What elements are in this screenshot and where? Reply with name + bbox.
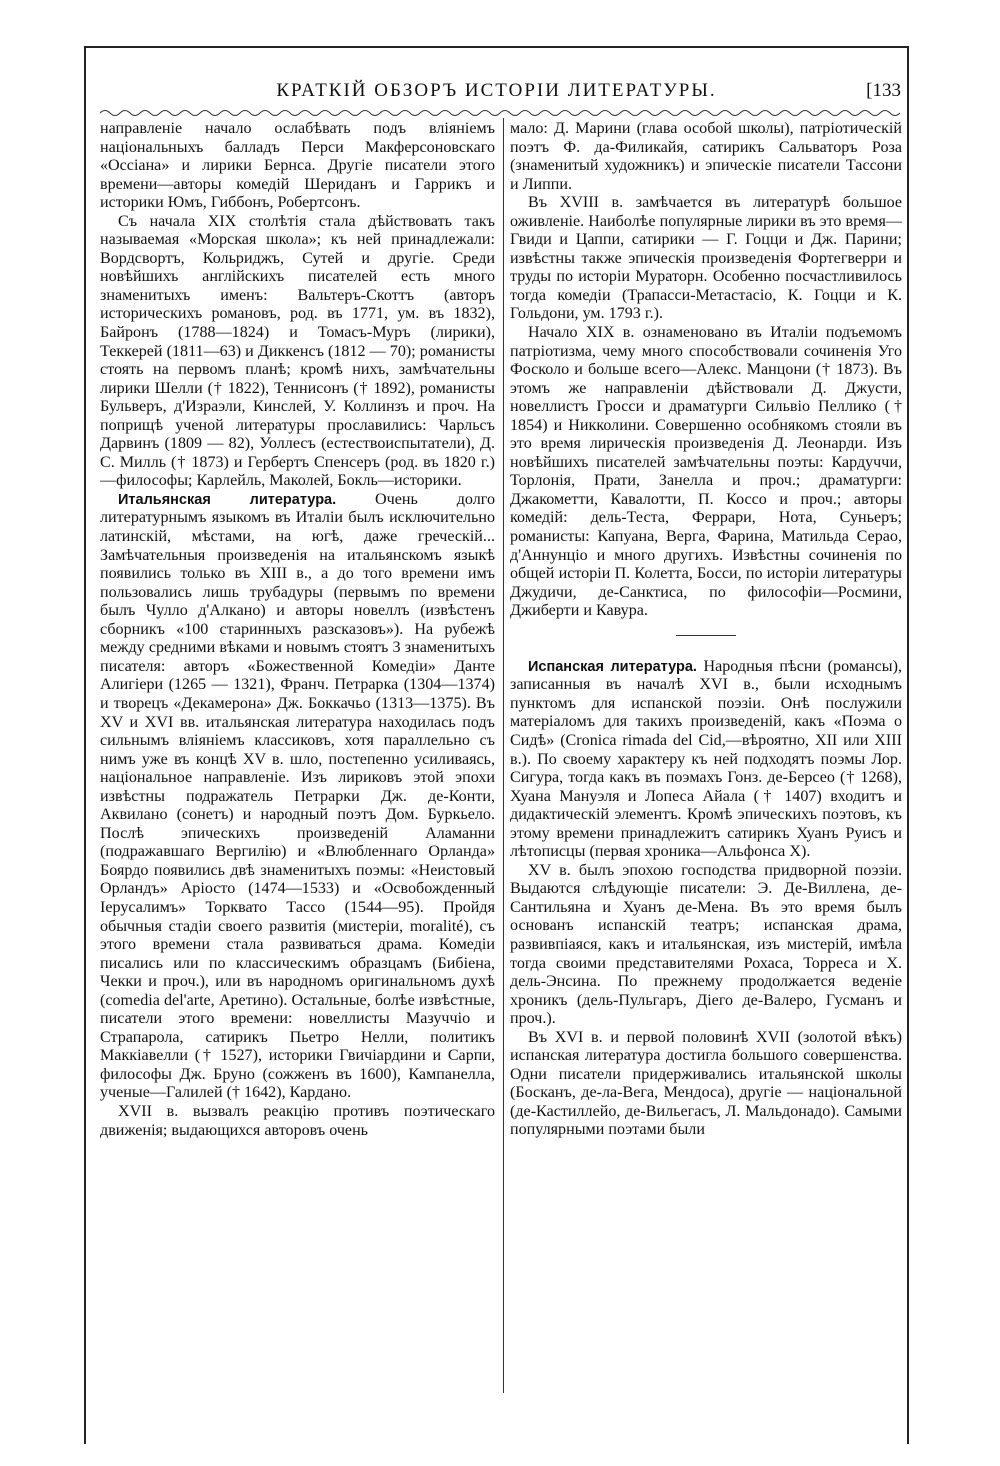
- header-wavy-rule: [100, 108, 900, 118]
- spanish-section: [510, 658, 902, 862]
- left-column: [100, 120, 495, 1140]
- paragraph: Очень долго литературнымъ языкомъ въ Италіи былъ исключительно латинскій, мѣстами, на югѣ, даже греческій... Замѣчательныя произведенія на итальянскомъ языкѣ появились только въ XIII в., а до того времени имъ пользовались лишь трубадуры (первымъ по времени былъ Чулло д'Алкано) и авторы новеллъ (извѣстенъ сборникъ «100 старинныхъ разсказовъ»). На рубежѣ между средними вѣками и новымъ стоятъ 3 знаменитыхъ писателя: авторъ «Божественной Комедіи» Данте Алигіери (1265 — 1321), Франч. Петрарка (1304—1374) и творецъ «Декамерона» Дж. Боккачьо (1313—1375). Въ XV и XVI вв. итальянская литература находилась подъ сильнымъ вліяніемъ классиковъ, хотя параллельно съ нимъ уже въ концѣ XV в. шло, постепенно усиливаясь, національное направленіе. Изъ лириковъ этой эпохи извѣстны подражатель Петрарки Дж. де-Конти, Аквилано (сонетъ) и народный поэтъ Дом. Буркьело. Послѣ эпическихъ произведеній Аламанни (подражавшаго Вергилію) и «Влюбленнаго Орланда» Боярдо появились двѣ знаменитыхъ поэмы: «Неистовый Орландъ» Аріосто (1474—1533) и «Освобожденный Іерусалимъ» Торквато Тассо (1544—95). Пройдя обычныя стадіи своего развитія (мистеріи, moralité), съ этого времени стала развиваться драма. Комедіи писались или по классическимъ образцамъ (Бибіена, Чекки и проч.), или въ народномъ оригинальномъ духѣ (comedia del'arte, Аретино). Остальные, болѣе извѣстные, писатели этого времени: новеллисты Мазуччіо и Страпарола, сатирикъ Пьетро Нелли, политикъ Маккіавелли († 1527), историки Гвичіардини и Сарпи, философы Дж. Бруно (сожженъ въ 1600), Кампанелла, ученые—Галилей († 1642), Кардано.: [100, 490, 496, 1102]
- paragraph: Народныя пѣсни (романсы), записанныя въ началѣ XVI в., были исходнымъ пунктомъ для испанской поэзіи. Онѣ послужили матеріаломъ для такихъ произведеній, какъ «Поэма о Сидѣ» (Cronica rimada del Cid,—вѣроятно, XII или XIII в.). По своему характеру къ ней подходятъ поэмы Лор. Сигура, тогда какъ въ поэмахъ Гонз. де-Берсео († 1268), Хуана Мануэля и Лопеса Айала († 1407) входитъ и дидактическій элементъ. Кромѣ эпическихъ поэтовъ, къ этому времени принадлежитъ сатирикъ Хуанъ Руисъ и лѣтописцы (первая хроника—Альфонса X).: [510, 657, 902, 861]
- paragraph: XV в. былъ эпохою господства придворной поэзіи. Выдаются слѣдующіе писатели: Э. Де-Виллена, де-Сантильяна и Хуанъ де-Мена. Въ это время былъ основанъ испанскій театръ; испанская драма, развивпіаяся, какъ и итальянская, изъ мистерій, имѣла тогда своими представителями Рохаса, Торреса и Х. дель-Энсина. По прежнему продолжается веденіе хроникъ (дель-Пульгаръ, Діего де-Валеро, Гусманъ и проч.).: [510, 861, 902, 1028]
- section-heading-spanish: Испанская литература.: [528, 658, 697, 675]
- right-column: [510, 120, 902, 1140]
- running-title: КРАТКІЙ ОБЗОРЪ ИСТОРІИ ЛИТЕРАТУРЫ.: [276, 80, 717, 101]
- section-divider-rule: [676, 635, 736, 636]
- page-header: [84, 80, 909, 110]
- paragraph: Начало XIX в. ознаменовано въ Италіи подъемомъ патріотизма, чему много способствовали сочиненія Уго Фосколо и больше всего—Алекс. Манцони († 1873). Въ этомъ же направленіи дѣйствовали Д. Джусти, новеллистъ Гросси и драматурги Сильвіо Пеллико († 1854) и Никколини. Совершенно особнякомъ стояли въ это время лирическія произведенія Д. Леонарди. Изъ новѣйшихъ писателей замѣчательны поэты: Кардуччи, Торлонія, Прати, Занелла и проч.; драматурги: Джакометти, Кавалотти, П. Коссо и проч.; авторы комедій: дель-Теста, Феррари, Нота, Суньеръ; романисты: Капуана, Верга, Фарина, Матильда Серао, д'Аннунціо и много другихъ. Извѣстны сочиненія по общей исторіи П. Колетта, Босси, по исторіи литературы Джудичи, де-Санктиса, по философіи—Росмини, Джиберти и Кавура.: [510, 324, 902, 620]
- page-number: [133: [866, 80, 901, 101]
- italian-section: [100, 491, 495, 1103]
- paragraph: Въ XVIII в. замѣчается въ литературѣ большое оживленіе. Наиболѣе популярные лирики въ это время—Гвиди и Цаппи, сатирики — Г. Гоцци и Дж. Парини; извѣстны также эпическія произведенія Фортегверри и труды по исторіи Мураторн. Особенно посчастливилось тогда комедіи (Трапасси-Метастасіо, К. Гоцци и К. Гольдони, ум. 1793 г.).: [510, 194, 902, 323]
- paragraph: XVII в. вызвалъ реакцію противъ поэтическаго движенія; выдающихся авторовъ очень: [100, 1102, 495, 1139]
- paragraph: Съ начала XIX столѣтія стала дѣйствовать такъ называемая «Морская школа»; къ ней принадлежали: Вордсвортъ, Кольриджъ, Сутей и другіе. Среди новѣйшихъ англійскихъ писателей есть много знаменитыхъ именъ: Вальтеръ-Скоттъ (авторъ историческихъ романовъ, род. въ 1771, ум. въ 1832), Байронъ (1788—1824) и Томасъ-Муръ (лирики), Теккерей (1811—63) и Диккенсъ (1812 — 70); романисты стоять на первомъ планѣ; кромѣ нихъ, замѣчательны лирики Шелли († 1822), Теннисонъ († 1892), романисты Бульверъ, д'Израэли, Кинслей, У. Коллинзъ и проч. На поприщѣ ученой литературы прославились: Чарльсъ Дарвинъ (1809 — 82), Уоллесъ (естествоиспытатели), Д. С. Милль († 1873) и Гербертъ Спенсеръ (род. въ 1820 г.)—философы; Карлейль, Маколей, Бокль—историки.: [100, 212, 495, 490]
- section-heading-italian: Итальянская литература.: [118, 491, 337, 508]
- paragraph: мало: Д. Марини (глава особой школы), патріотическій поэтъ Ф. да-Филикайя, сатирикъ Сальваторъ Роза (знаменитый художникъ) и эпическіе писатели Тассони и Липпи.: [510, 120, 902, 193]
- paragraph: направленіе начало ослабѣвать подъ вліяніемъ національныхъ балладъ Перси Макферсоновскаго «Оссіана» и лирики Бернса. Другіе писатели этого времени—авторы комедій Шериданъ и Гаррикъ и историки Юмъ, Гиббонъ, Робертсонъ.: [100, 120, 495, 212]
- paragraph: Въ XVI в. и первой половинѣ XVII (золотой вѣкъ) испанская литература достигла большого совершенства. Одни писатели придерживались итальянской школы (Босканъ, де-ла-Вега, Мендоса), другіе — національной (де-Кастиллейо, де-Вильегасъ, Л. Мальдонадо). Самыми популярными поэтами были: [510, 1028, 902, 1139]
- column-divider: [503, 118, 504, 1393]
